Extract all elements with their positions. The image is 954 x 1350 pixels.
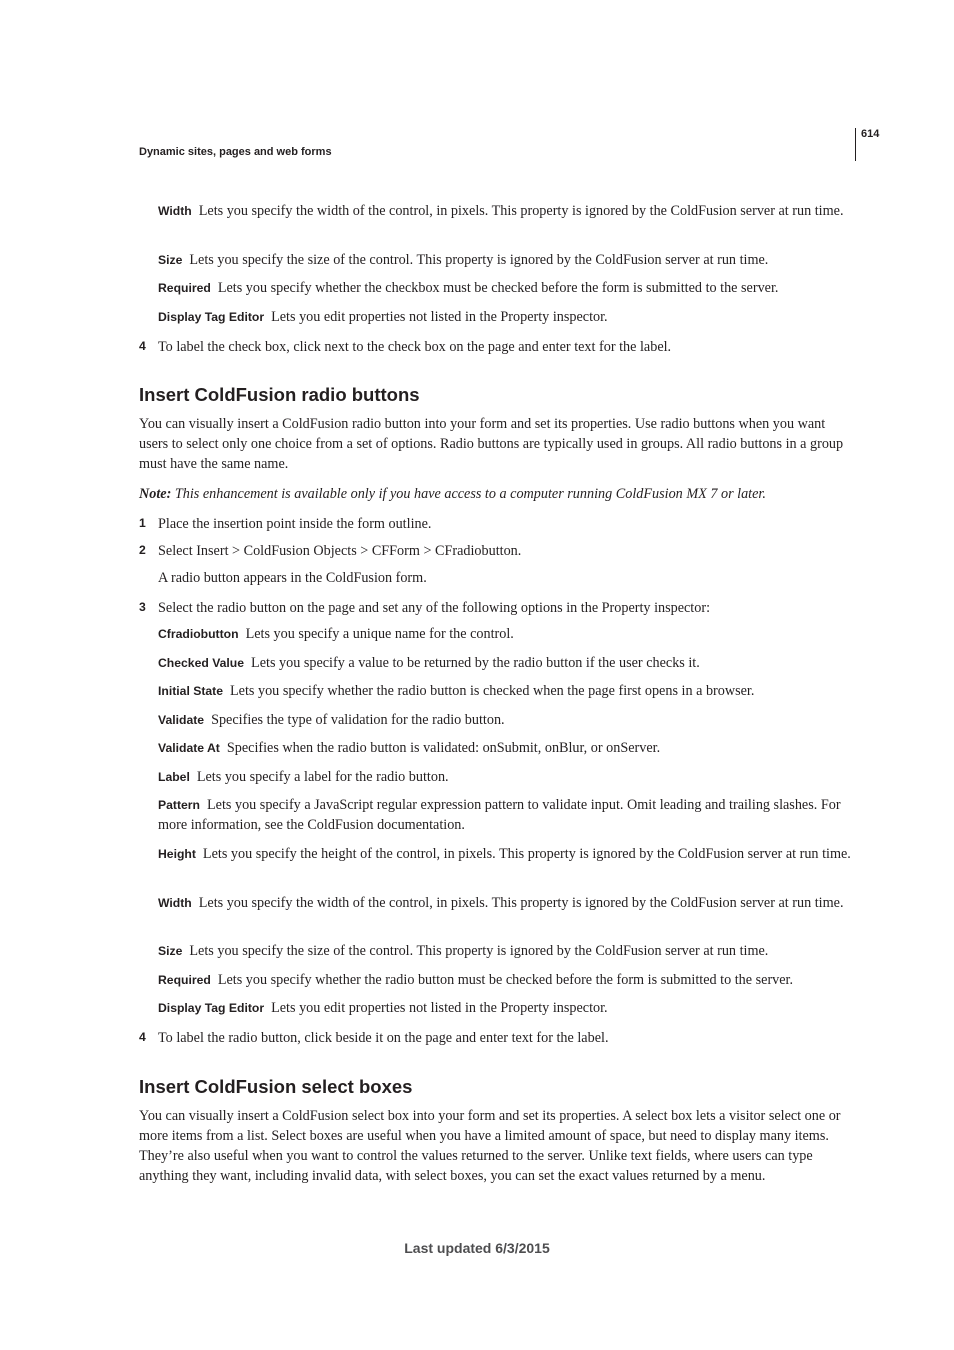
option-display-tag-editor xyxy=(158,998,854,1018)
step-number: 1 xyxy=(139,516,146,530)
option-required xyxy=(158,970,854,990)
footer-last-updated: Last updated 6/3/2015 xyxy=(404,1240,550,1256)
option-text: Specifies when the radio button is validated: onSubmit, onBlur, or onServer. xyxy=(226,740,661,756)
step-number: 2 xyxy=(139,543,146,557)
option-text: Lets you specify the width of the control, in pixels. This property is ignored by the ColdFusion server at run time. xyxy=(198,203,844,219)
option-validate xyxy=(158,710,854,730)
option-label xyxy=(158,767,854,787)
option-term: Height xyxy=(158,847,196,861)
option-height xyxy=(158,844,854,864)
option-checked-value xyxy=(158,653,854,673)
option-width xyxy=(158,893,854,913)
option-pattern xyxy=(158,795,854,835)
option-text: Lets you specify whether the radio button is checked when the page first opens in a browser. xyxy=(230,683,755,699)
option-term: Checked Value xyxy=(158,656,245,670)
header-divider xyxy=(855,128,856,161)
option-term: Pattern xyxy=(158,798,200,812)
step-number: 4 xyxy=(139,339,146,353)
note-text: This enhancement is available only if you have access to a computer running ColdFusion MX 7 or later. xyxy=(174,486,766,502)
option-term: Required xyxy=(158,973,211,987)
page-number: 614 xyxy=(861,128,880,140)
option-term: Validate At xyxy=(158,741,220,755)
option-required xyxy=(158,278,854,298)
option-text: Lets you specify whether the radio button must be checked before the form is submitted to the server. xyxy=(217,972,794,988)
option-text: Lets you specify whether the checkbox must be checked before the form is submitted to the server. xyxy=(217,280,779,296)
option-cfradiobutton xyxy=(158,624,854,644)
running-header: Dynamic sites, pages and web forms xyxy=(139,146,332,158)
option-size xyxy=(158,941,854,961)
option-term: Cfradiobutton xyxy=(158,627,239,641)
option-validate-at xyxy=(158,738,854,758)
section-heading-radio: Insert ColdFusion radio buttons xyxy=(139,384,420,405)
option-text: Lets you specify the size of the control. This property is ignored by the ColdFusion server at run time. xyxy=(189,252,769,268)
option-term: Initial State xyxy=(158,684,224,698)
option-text: Lets you specify the height of the control, in pixels. This property is ignored by the ColdFusion server at run time. xyxy=(202,846,851,862)
option-term: Required xyxy=(158,281,211,295)
option-term: Label xyxy=(158,770,190,784)
step-number: 4 xyxy=(139,1030,146,1044)
option-term: Display Tag Editor xyxy=(158,310,265,324)
step-select-radio: Select the radio button on the page and set any of the following options in the Property inspector: xyxy=(158,600,711,616)
option-term: Width xyxy=(158,204,192,218)
option-term: Width xyxy=(158,896,192,910)
option-width xyxy=(158,201,854,221)
step-select-insert: Select Insert > ColdFusion Objects > CFForm > CFradiobutton. xyxy=(158,543,522,559)
radio-intro-paragraph: You can visually insert a ColdFusion radio button into your form and set its properties. Use radio buttons when you want users to select only one choice from a set of options. Radio buttons are typically used in groups. All radio buttons in a group must have the same name. xyxy=(139,416,844,472)
step-number: 3 xyxy=(139,600,146,614)
option-text: Specifies the type of validation for the radio button. xyxy=(211,712,505,728)
option-text: Lets you specify a unique name for the control. xyxy=(245,626,514,642)
option-term: Size xyxy=(158,253,183,267)
option-text: Lets you edit properties not listed in the Property inspector. xyxy=(271,1000,608,1016)
option-size xyxy=(158,250,854,270)
note-label: Note: xyxy=(139,486,172,502)
option-text: Lets you specify the width of the control, in pixels. This property is ignored by the ColdFusion server at run time. xyxy=(198,895,844,911)
option-term: Display Tag Editor xyxy=(158,1001,265,1015)
select-intro-paragraph: You can visually insert a ColdFusion select box into your form and set its properties. A select box lets a visitor select one or more items from a list. Select boxes are useful when you have a limited amount of space, but need to display many items. They’re also useful when you want to control the values returned to the server. Unlike text fields, where users can type anything they want, including invalid data, with select boxes, you can set the exact values returned by a menu. xyxy=(139,1108,841,1184)
option-display-tag-editor xyxy=(158,307,854,327)
step-place-insertion: Place the insertion point inside the form outline. xyxy=(158,516,432,532)
option-text: Lets you specify a JavaScript regular expression pattern to validate input. Omit leading and trailing slashes. For more information, see the ColdFusion documentation. xyxy=(158,797,841,833)
step-result: A radio button appears in the ColdFusion form. xyxy=(158,570,427,586)
radio-note xyxy=(139,484,851,504)
option-text: Lets you edit properties not listed in the Property inspector. xyxy=(271,309,608,325)
option-text: Lets you specify a label for the radio button. xyxy=(196,769,449,785)
option-initial-state xyxy=(158,681,854,701)
step-label-radio: To label the radio button, click beside it on the page and enter text for the label. xyxy=(158,1030,609,1046)
option-term: Size xyxy=(158,944,183,958)
option-text: Lets you specify a value to be returned by the radio button if the user checks it. xyxy=(251,655,700,671)
option-text: Lets you specify the size of the control. This property is ignored by the ColdFusion server at run time. xyxy=(189,943,769,959)
option-term: Validate xyxy=(158,713,205,727)
step-label-checkbox: To label the check box, click next to the check box on the page and enter text for the label. xyxy=(158,339,672,355)
section-heading-select: Insert ColdFusion select boxes xyxy=(139,1076,413,1097)
